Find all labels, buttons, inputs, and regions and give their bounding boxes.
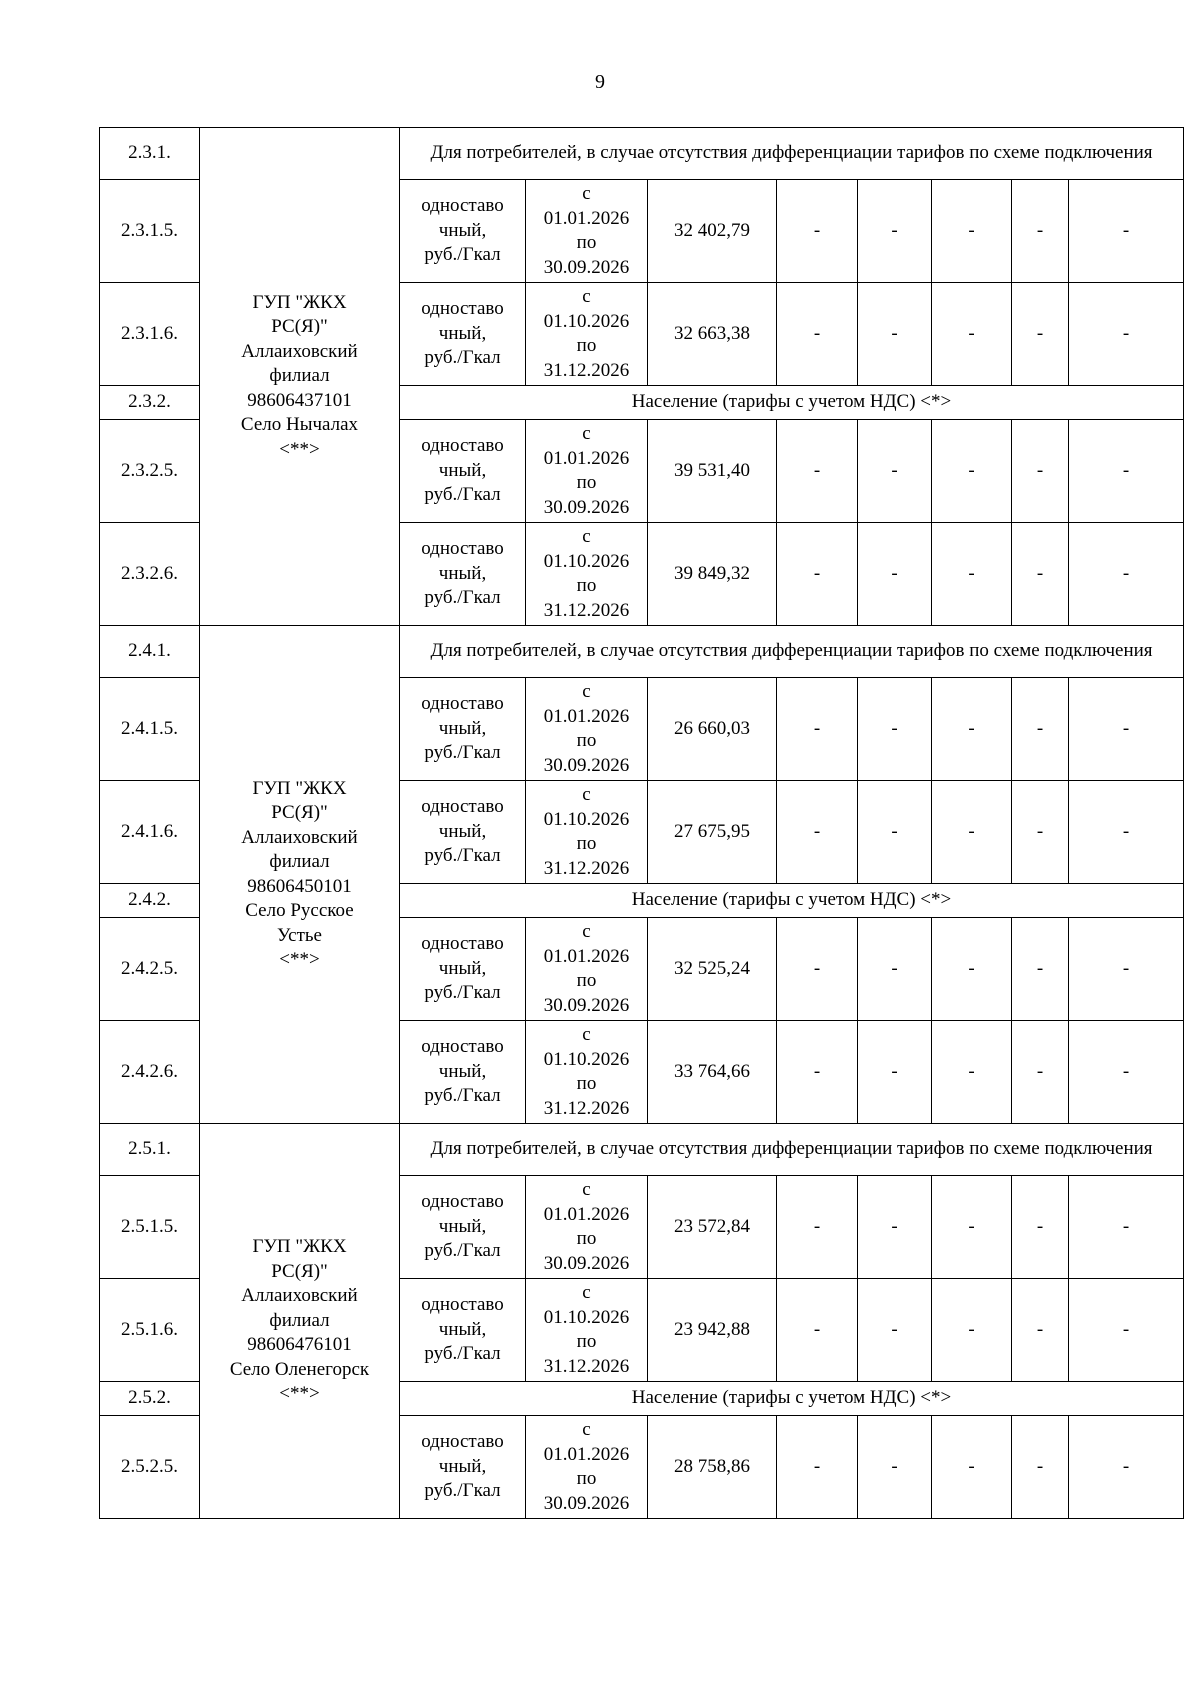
- tariff-type: [400, 918, 526, 1021]
- tariff-type-line: чный,: [438, 219, 487, 241]
- tariff-period-line: с: [582, 1419, 591, 1440]
- tariff-table: [99, 127, 1184, 1519]
- tariff-period-line: 30.09.2026: [543, 256, 630, 278]
- tariff-period-line: 30.09.2026: [543, 1252, 630, 1274]
- group-header-row: [100, 626, 1184, 678]
- organization-line: ГУП "ЖКХ: [252, 1236, 347, 1258]
- tariff-period: [526, 523, 648, 626]
- tariff-period-line: по: [576, 232, 597, 253]
- tariff-type-line: одноставо: [421, 195, 504, 217]
- empty-value-cell: -: [777, 1021, 858, 1124]
- organization-line: ГУП "ЖКХ: [252, 291, 347, 313]
- empty-value-cell: -: [932, 180, 1012, 283]
- tariff-period-line: 31.12.2026: [543, 1355, 630, 1377]
- tariff-period-line: 30.09.2026: [543, 496, 630, 518]
- tariff-period-line: по: [576, 335, 597, 356]
- empty-value-cell: -: [1012, 918, 1069, 1021]
- tariff-type: [400, 1279, 526, 1382]
- page-number: 9: [595, 71, 605, 93]
- organization-line: Аллаиховский: [241, 340, 358, 362]
- empty-value-cell: -: [858, 523, 932, 626]
- row-code: 2.4.2.5.: [100, 918, 200, 1021]
- group-title: Население (тарифы с учетом НДС) <*>: [400, 1382, 1184, 1416]
- empty-value-cell: -: [932, 283, 1012, 386]
- tariff-type-line: чный,: [438, 1060, 487, 1082]
- row-code: 2.3.1.5.: [100, 180, 200, 283]
- tariff-type-line: чный,: [438, 820, 487, 842]
- tariff-period-line: по: [576, 575, 597, 596]
- organization-line: 98606437101: [247, 389, 352, 411]
- empty-value-cell: -: [777, 523, 858, 626]
- tariff-period-line: 01.10.2026: [543, 1306, 630, 1328]
- empty-value-cell: -: [858, 781, 932, 884]
- tariff-type-line: одноставо: [421, 538, 504, 560]
- empty-value-cell: -: [1069, 1176, 1184, 1279]
- tariff-type: [400, 678, 526, 781]
- tariff-type: [400, 781, 526, 884]
- tariff-period-line: с: [582, 1282, 591, 1303]
- empty-value-cell: -: [777, 420, 858, 523]
- tariff-period-line: 31.12.2026: [543, 1097, 630, 1119]
- empty-value-cell: -: [777, 283, 858, 386]
- empty-value-cell: -: [777, 781, 858, 884]
- empty-value-cell: -: [777, 1176, 858, 1279]
- tariff-type-line: чный,: [438, 322, 487, 344]
- tariff-period-line: 31.12.2026: [543, 359, 630, 381]
- tariff-period: [526, 918, 648, 1021]
- empty-value-cell: -: [932, 1279, 1012, 1382]
- empty-value-cell: -: [1012, 523, 1069, 626]
- tariff-period: [526, 283, 648, 386]
- empty-value-cell: -: [1069, 180, 1184, 283]
- tariff-type-line: руб./Гкал: [424, 1343, 501, 1365]
- tariff-period-line: с: [582, 921, 591, 942]
- tariff-period-line: 01.01.2026: [543, 207, 630, 229]
- empty-value-cell: -: [932, 1176, 1012, 1279]
- empty-value-cell: -: [858, 1021, 932, 1124]
- empty-value-cell: -: [1069, 678, 1184, 781]
- tariff-period-line: 01.01.2026: [543, 1443, 630, 1465]
- tariff-period-line: с: [582, 1024, 591, 1045]
- tariff-period: [526, 1176, 648, 1279]
- empty-value-cell: -: [1069, 283, 1184, 386]
- tariff-value: 39 531,40: [648, 420, 777, 523]
- group-title: Для потребителей, в случае отсутствия дифференциации тарифов по схеме подключения: [400, 128, 1184, 180]
- tariff-type: [400, 1021, 526, 1124]
- empty-value-cell: -: [1069, 1416, 1184, 1519]
- tariff-type-line: руб./Гкал: [424, 982, 501, 1004]
- empty-value-cell: -: [1069, 523, 1184, 626]
- tariff-period-line: 01.01.2026: [543, 1203, 630, 1225]
- tariff-period-line: по: [576, 1228, 597, 1249]
- empty-value-cell: -: [1012, 283, 1069, 386]
- tariff-period-line: 30.09.2026: [543, 754, 630, 776]
- empty-value-cell: -: [1012, 678, 1069, 781]
- tariff-period-line: по: [576, 1073, 597, 1094]
- empty-value-cell: -: [858, 1176, 932, 1279]
- tariff-period-line: 30.09.2026: [543, 1492, 630, 1514]
- organization-line: <**>: [279, 949, 320, 970]
- empty-value-cell: -: [1012, 781, 1069, 884]
- organization-line: 98606476101: [247, 1334, 352, 1356]
- tariff-type-line: руб./Гкал: [424, 484, 501, 506]
- organization-cell: [200, 626, 400, 1124]
- group-code: 2.5.1.: [100, 1124, 200, 1176]
- tariff-period-line: 01.10.2026: [543, 310, 630, 332]
- tariff-period-line: 31.12.2026: [543, 599, 630, 621]
- row-code: 2.5.1.6.: [100, 1279, 200, 1382]
- organization-line: филиал: [269, 365, 330, 387]
- tariff-type-line: чный,: [438, 1215, 487, 1237]
- organization-cell: [200, 1124, 400, 1519]
- tariff-period-line: 01.10.2026: [543, 808, 630, 830]
- tariff-type-line: руб./Гкал: [424, 1480, 501, 1502]
- tariff-period: [526, 1279, 648, 1382]
- group-title: Население (тарифы с учетом НДС) <*>: [400, 386, 1184, 420]
- empty-value-cell: -: [1012, 420, 1069, 523]
- empty-value-cell: -: [932, 1021, 1012, 1124]
- tariff-type-line: чный,: [438, 562, 487, 584]
- empty-value-cell: -: [932, 523, 1012, 626]
- empty-value-cell: -: [1069, 420, 1184, 523]
- group-header-row: [100, 128, 1184, 180]
- tariff-period-line: с: [582, 183, 591, 204]
- group-code: 2.5.2.: [100, 1382, 200, 1416]
- tariff-period-line: 01.01.2026: [543, 945, 630, 967]
- empty-value-cell: -: [1012, 1021, 1069, 1124]
- empty-value-cell: -: [858, 180, 932, 283]
- organization-line: Аллаиховский: [241, 1285, 358, 1307]
- tariff-type: [400, 1176, 526, 1279]
- tariff-period-line: с: [582, 681, 591, 702]
- row-code: 2.3.1.6.: [100, 283, 200, 386]
- tariff-type-line: одноставо: [421, 435, 504, 457]
- organization-line: филиал: [269, 1309, 330, 1331]
- organization-line: Село Нычалах: [240, 414, 359, 436]
- empty-value-cell: -: [858, 678, 932, 781]
- tariff-type-line: одноставо: [421, 693, 504, 715]
- empty-value-cell: -: [932, 1416, 1012, 1519]
- tariff-value: 27 675,95: [648, 781, 777, 884]
- empty-value-cell: -: [1069, 1279, 1184, 1382]
- empty-value-cell: -: [777, 180, 858, 283]
- tariff-period: [526, 1416, 648, 1519]
- empty-value-cell: -: [932, 678, 1012, 781]
- row-code: 2.4.1.6.: [100, 781, 200, 884]
- group-header-row: [100, 1124, 1184, 1176]
- empty-value-cell: -: [858, 1279, 932, 1382]
- row-code: 2.3.2.5.: [100, 420, 200, 523]
- empty-value-cell: -: [1069, 781, 1184, 884]
- organization-cell: [200, 128, 400, 626]
- tariff-value: 23 572,84: [648, 1176, 777, 1279]
- tariff-type-line: чный,: [438, 459, 487, 481]
- tariff-period-line: с: [582, 526, 591, 547]
- empty-value-cell: -: [1012, 180, 1069, 283]
- group-code: 2.4.1.: [100, 626, 200, 678]
- organization-line: <**>: [279, 438, 320, 460]
- tariff-type: [400, 1416, 526, 1519]
- empty-value-cell: -: [1069, 918, 1184, 1021]
- tariff-period: [526, 420, 648, 523]
- organization-line: филиал: [269, 851, 330, 872]
- tariff-period-line: 31.12.2026: [543, 857, 630, 879]
- group-title: Для потребителей, в случае отсутствия дифференциации тарифов по схеме подключения: [400, 626, 1184, 678]
- tariff-type-line: чный,: [438, 717, 487, 739]
- organization-line: РС(Я)": [271, 802, 328, 823]
- tariff-value: 32 663,38: [648, 283, 777, 386]
- tariff-period: [526, 781, 648, 884]
- tariff-type: [400, 523, 526, 626]
- tariff-period-line: с: [582, 286, 591, 307]
- organization-line: Устье: [276, 924, 322, 946]
- tariff-type-line: одноставо: [421, 1294, 504, 1316]
- tariff-period-line: по: [576, 472, 597, 493]
- tariff-type-line: одноставо: [421, 796, 504, 818]
- empty-value-cell: -: [858, 283, 932, 386]
- tariff-type-line: руб./Гкал: [424, 244, 501, 266]
- tariff-type-line: чный,: [438, 1318, 487, 1340]
- row-code: 2.4.1.5.: [100, 678, 200, 781]
- tariff-period-line: по: [576, 1331, 597, 1352]
- empty-value-cell: -: [777, 1416, 858, 1519]
- tariff-type-line: руб./Гкал: [424, 587, 501, 609]
- tariff-value: 32 402,79: [648, 180, 777, 283]
- tariff-period-line: по: [576, 730, 597, 751]
- tariff-value: 23 942,88: [648, 1279, 777, 1382]
- empty-value-cell: -: [777, 1279, 858, 1382]
- tariff-type-line: чный,: [438, 1455, 487, 1477]
- row-code: 2.5.1.5.: [100, 1176, 200, 1279]
- empty-value-cell: -: [932, 420, 1012, 523]
- organization-line: РС(Я)": [271, 316, 328, 338]
- tariff-type-line: руб./Гкал: [424, 742, 501, 764]
- empty-value-cell: -: [932, 918, 1012, 1021]
- tariff-type-line: руб./Гкал: [424, 1240, 501, 1262]
- tariff-value: 26 660,03: [648, 678, 777, 781]
- group-title: Для потребителей, в случае отсутствия дифференциации тарифов по схеме подключения: [400, 1124, 1184, 1176]
- empty-value-cell: -: [932, 781, 1012, 884]
- organization-line: 98606450101: [247, 875, 352, 897]
- empty-value-cell: -: [1012, 1176, 1069, 1279]
- organization-line: Село Русское: [245, 900, 354, 921]
- tariff-type-line: руб./Гкал: [424, 1085, 501, 1107]
- empty-value-cell: -: [858, 918, 932, 1021]
- tariff-type-line: руб./Гкал: [424, 845, 501, 867]
- tariff-period-line: с: [582, 784, 591, 805]
- empty-value-cell: -: [777, 678, 858, 781]
- tariff-period-line: по: [576, 970, 597, 991]
- tariff-type-line: одноставо: [421, 1036, 504, 1058]
- table-body: [100, 128, 1184, 1519]
- tariff-period: [526, 678, 648, 781]
- row-code: 2.5.2.5.: [100, 1416, 200, 1519]
- organization-line: Село Оленегорск: [229, 1358, 370, 1380]
- tariff-value: 33 764,66: [648, 1021, 777, 1124]
- tariff-period-line: по: [576, 1468, 597, 1489]
- empty-value-cell: -: [1069, 1021, 1184, 1124]
- tariff-period-line: 01.10.2026: [543, 1048, 630, 1070]
- tariff-type: [400, 283, 526, 386]
- tariff-period-line: с: [582, 423, 591, 444]
- tariff-type-line: одноставо: [421, 1431, 504, 1453]
- tariff-type-line: одноставо: [421, 298, 504, 320]
- tariff-type: [400, 420, 526, 523]
- organization-line: Аллаиховский: [241, 826, 358, 848]
- tariff-period: [526, 1021, 648, 1124]
- tariff-period-line: 01.01.2026: [543, 447, 630, 469]
- group-code: 2.3.2.: [100, 386, 200, 420]
- tariff-type: [400, 180, 526, 283]
- tariff-type-line: чный,: [438, 957, 487, 979]
- group-code: 2.3.1.: [100, 128, 200, 180]
- empty-value-cell: -: [858, 1416, 932, 1519]
- tariff-period-line: по: [576, 833, 597, 854]
- empty-value-cell: -: [858, 420, 932, 523]
- tariff-period-line: 01.10.2026: [543, 550, 630, 572]
- empty-value-cell: -: [1012, 1279, 1069, 1382]
- group-title: Население (тарифы с учетом НДС) <*>: [400, 884, 1184, 918]
- tariff-period: [526, 180, 648, 283]
- group-code: 2.4.2.: [100, 884, 200, 918]
- tariff-value: 39 849,32: [648, 523, 777, 626]
- tariff-period-line: с: [582, 1179, 591, 1200]
- tariff-period-line: 30.09.2026: [543, 994, 630, 1016]
- empty-value-cell: -: [777, 918, 858, 1021]
- empty-value-cell: -: [1012, 1416, 1069, 1519]
- row-code: 2.4.2.6.: [100, 1021, 200, 1124]
- organization-line: РС(Я)": [271, 1260, 328, 1282]
- organization-line: <**>: [279, 1383, 320, 1405]
- row-code: 2.3.2.6.: [100, 523, 200, 626]
- tariff-type-line: одноставо: [421, 1191, 504, 1213]
- tariff-value: 32 525,24: [648, 918, 777, 1021]
- organization-line: ГУП "ЖКХ: [252, 777, 347, 799]
- tariff-period-line: 01.01.2026: [543, 705, 630, 727]
- tariff-type-line: одноставо: [421, 933, 504, 955]
- tariff-type-line: руб./Гкал: [424, 347, 501, 369]
- tariff-value: 28 758,86: [648, 1416, 777, 1519]
